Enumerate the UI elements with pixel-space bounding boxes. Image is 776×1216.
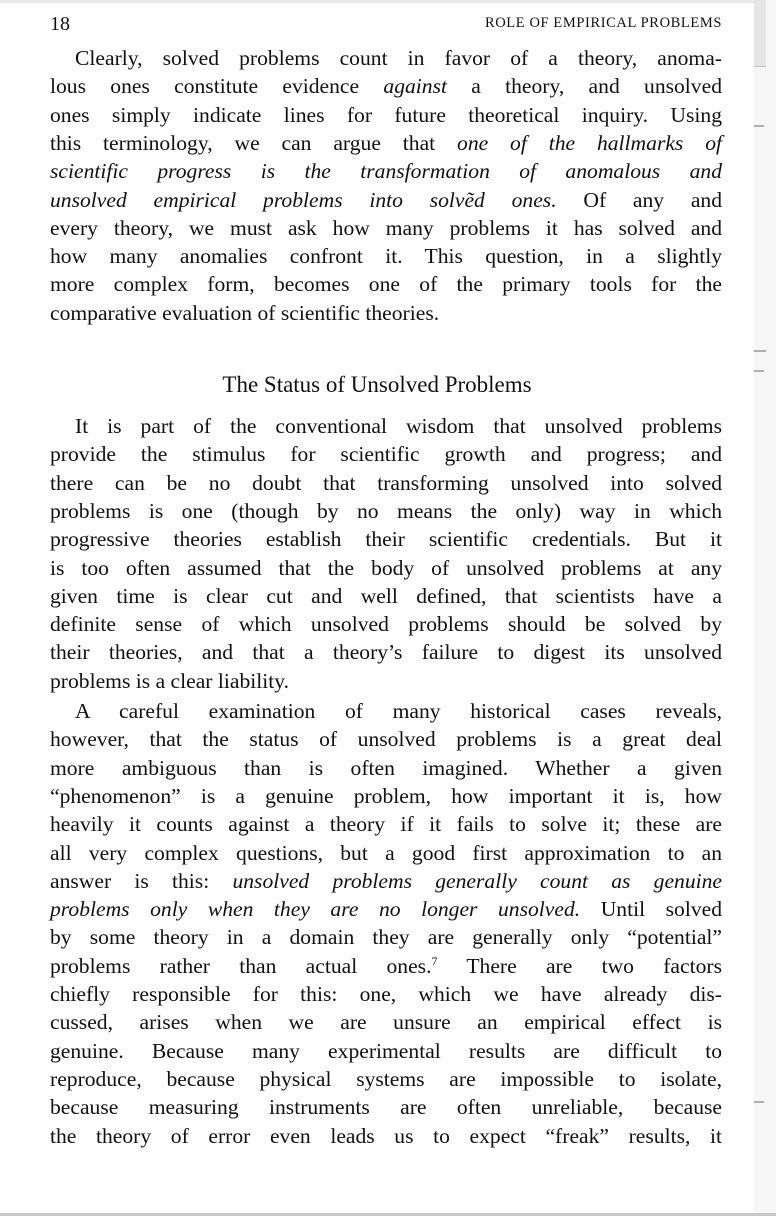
text-run: reproduce, because physical systems are impossible to isolate, <box>50 1066 722 1091</box>
text-line <box>50 1065 722 1093</box>
text-line <box>50 839 722 867</box>
text-line-content <box>50 952 722 980</box>
text-line-content <box>50 157 722 185</box>
text-line <box>50 1093 722 1121</box>
text-line <box>50 299 722 327</box>
text-run: the theory of error even leads us to expect “freak” results, it <box>50 1123 722 1148</box>
text-line <box>75 44 722 72</box>
text-line-content <box>50 554 722 582</box>
text-run: how many anomalies confront it. This question, in a slightly <box>50 244 722 269</box>
text-line <box>50 440 722 468</box>
text-line <box>50 525 722 553</box>
scrollbar-thumb[interactable] <box>754 0 766 67</box>
text-line-content <box>50 1037 722 1065</box>
text-line-content <box>75 412 722 440</box>
text-line <box>50 923 722 951</box>
text-run: there can be no doubt that transforming unsolved into solved <box>50 470 722 495</box>
scroll-marker <box>754 1101 764 1103</box>
text-line <box>50 638 722 666</box>
text-line <box>50 101 722 129</box>
text-line-content <box>50 895 722 923</box>
text-run: however, that the status of unsolved problems is a great deal <box>50 727 722 752</box>
text-line <box>75 412 722 440</box>
text-line-content <box>50 839 722 867</box>
text-run: Clearly, solved problems count in favor of a theory, anoma- <box>75 46 722 70</box>
text-line-content <box>50 525 722 553</box>
text-line-content <box>50 270 722 298</box>
text-run: problems is one (though by no means the only) way in which <box>50 498 722 523</box>
text-run: by some theory in a domain they are generally only “potential” <box>50 925 722 950</box>
scroll-marker <box>754 350 766 352</box>
text-line-content <box>50 725 722 753</box>
text-run: A careful examination of many historical cases reveals, <box>75 699 722 723</box>
text-line <box>50 186 722 214</box>
text-line-content <box>50 101 722 129</box>
footnote-marker[interactable]: 7 <box>431 953 438 968</box>
text-line <box>50 725 722 753</box>
text-run: every theory, we must ask how many problems it has solved and <box>50 215 722 240</box>
italic-text: unsolved problems generally count as genuine <box>232 868 723 893</box>
scrollbar-track[interactable] <box>754 0 776 1213</box>
text-line-content <box>50 754 722 782</box>
text-run: problems is a clear liability. <box>50 668 290 693</box>
text-line <box>50 157 722 185</box>
italic-text: one of the hallmarks of <box>457 130 722 155</box>
text-line <box>50 1122 722 1150</box>
text-line <box>50 469 722 497</box>
text-line-content <box>50 582 722 610</box>
text-line <box>50 554 722 582</box>
text-run: more complex form, becomes one of the primary tools for the <box>50 272 722 297</box>
text-line <box>50 497 722 525</box>
text-line-content <box>50 1093 722 1121</box>
text-line-content <box>50 299 722 327</box>
text-run: ones simply indicate lines for future theoretical inquiry. Using <box>50 102 722 127</box>
scroll-marker <box>754 125 764 127</box>
text-line <box>50 610 722 638</box>
text-line-content <box>75 44 722 72</box>
text-run: all very complex questions, but a good first approximation to an <box>50 840 722 865</box>
text-line-content <box>50 497 722 525</box>
text-line <box>50 980 722 1008</box>
text-line <box>50 582 722 610</box>
text-line-content <box>50 782 722 810</box>
text-run: is too often assumed that the body of unsolved problems at any <box>50 555 722 580</box>
text-run: “phenomenon” is a genuine problem, how important it is, how <box>50 783 722 808</box>
text-line <box>50 895 722 923</box>
text-run: progressive theories establish their scientific credentials. But it <box>50 527 722 552</box>
text-line-content <box>50 214 722 242</box>
text-line-content <box>75 697 722 725</box>
text-line <box>50 129 722 157</box>
italic-text: scientific progress is the transformation of anomalous and <box>50 159 722 184</box>
book-page <box>0 3 754 1213</box>
text-line-content <box>50 923 722 951</box>
text-line-content <box>50 186 722 214</box>
text-line <box>50 754 722 782</box>
text-line <box>50 1037 722 1065</box>
text-line <box>50 242 722 270</box>
text-line <box>50 810 722 838</box>
text-run: Until solved <box>580 897 722 922</box>
italic-text: against <box>383 74 447 99</box>
text-line-content <box>50 810 722 838</box>
text-run: definite sense of which unsolved problems should be solved by <box>50 612 722 637</box>
text-run: lous ones constitute evidence <box>50 74 384 99</box>
text-line-content <box>50 980 722 1008</box>
text-run: their theories, and that a theory’s failure to digest its unsolved <box>50 640 722 665</box>
text-line-content <box>50 667 722 695</box>
text-run: problems rather than actual ones. <box>50 953 432 978</box>
text-run: provide the stimulus for scientific growth and progress; and <box>50 442 722 467</box>
text-line-content <box>50 129 722 157</box>
text-line <box>50 214 722 242</box>
text-line-content <box>50 867 722 895</box>
italic-text: problems only when they are no longer unsolved. <box>50 897 581 922</box>
text-line-content <box>50 1065 722 1093</box>
text-line <box>50 1008 722 1036</box>
text-line-content <box>50 1122 722 1150</box>
text-run: There are two factors <box>437 953 722 978</box>
text-run: It is part of the conventional wisdom that unsolved problems <box>75 414 722 438</box>
text-run: Of any and <box>556 187 722 212</box>
text-run: a theory, and unsolved <box>446 74 722 99</box>
text-run: cussed, arises when we are unsure an empirical effect is <box>50 1010 722 1035</box>
scroll-marker <box>754 370 764 372</box>
text-line <box>50 867 722 895</box>
text-line-content <box>50 242 722 270</box>
text-line-content <box>50 638 722 666</box>
running-head-title: ROLE OF EMPIRICAL PROBLEMS <box>484 15 722 31</box>
text-run: heavily it counts against a theory if it fails to solve it; these are <box>50 812 722 837</box>
text-line <box>50 72 722 100</box>
text-run: given time is clear cut and well defined, that scientists have a <box>50 583 722 608</box>
text-run: this terminology, we can argue that <box>50 130 458 155</box>
text-line <box>50 952 722 980</box>
text-line <box>50 782 722 810</box>
text-line-content <box>50 440 722 468</box>
text-run: genuine. Because many experimental results are difficult to <box>50 1038 722 1063</box>
text-run: more ambiguous than is often imagined. Whether a given <box>50 755 722 780</box>
text-run: chiefly responsible for this: one, which we have already dis- <box>50 982 722 1006</box>
text-run: comparative evaluation of scientific theories. <box>50 300 440 325</box>
page-number: 18 <box>50 13 70 35</box>
text-line-content <box>50 1008 722 1036</box>
running-head <box>50 13 722 37</box>
section-heading: The Status of Unsolved Problems <box>222 372 532 397</box>
text-line <box>50 270 722 298</box>
text-line <box>50 667 722 695</box>
text-line-content <box>50 610 722 638</box>
italic-text: unsolved empirical problems into solvẽd ones. <box>50 187 557 212</box>
text-line-content <box>50 469 722 497</box>
text-run: because measuring instruments are often unreliable, because <box>50 1095 722 1120</box>
text-line-content <box>50 72 722 100</box>
text-run: answer is this: <box>50 868 233 893</box>
text-line <box>75 697 722 725</box>
